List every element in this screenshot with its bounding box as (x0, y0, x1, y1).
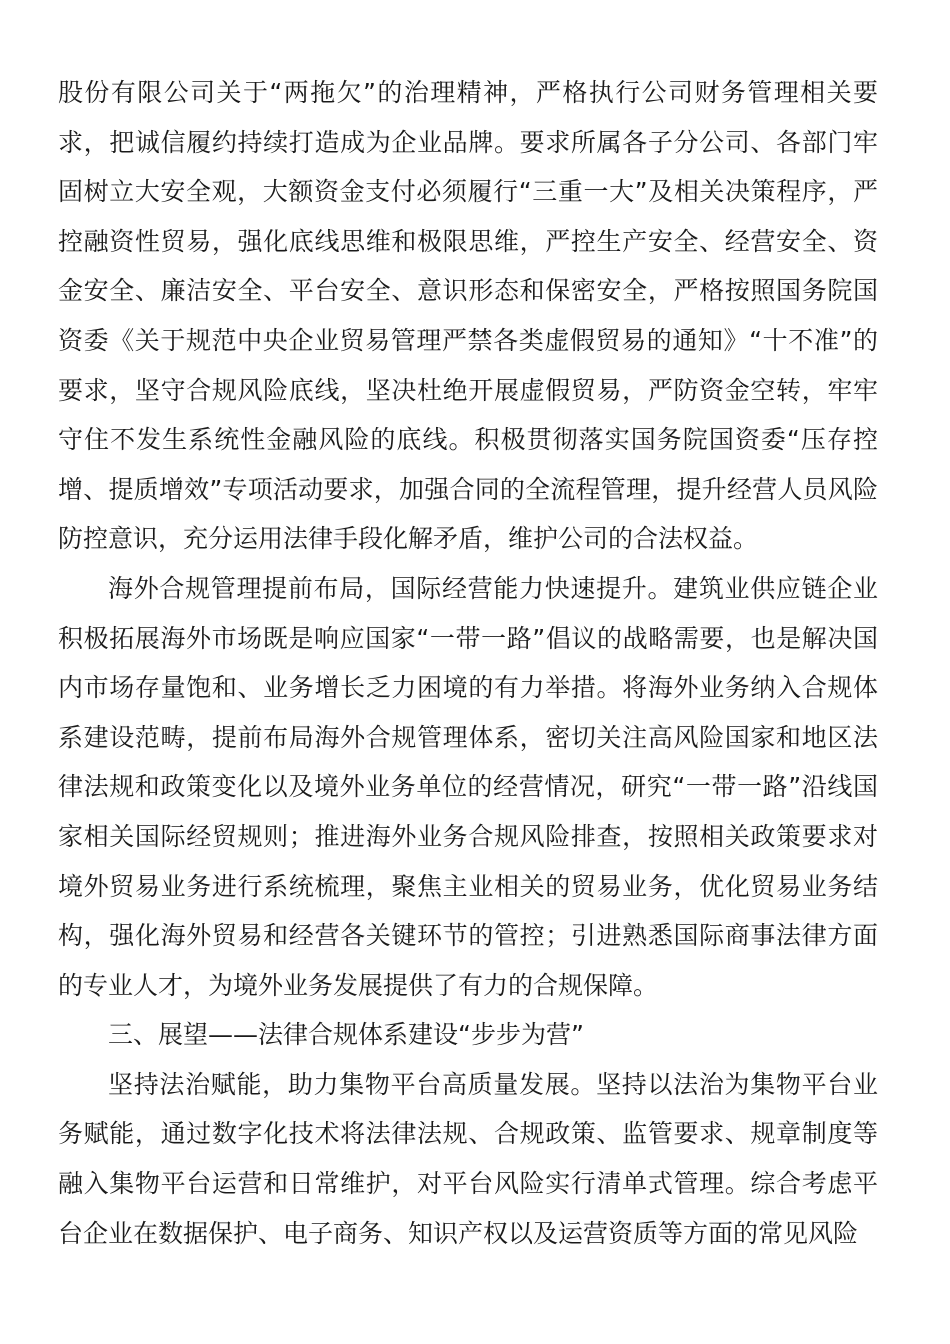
body-paragraph-2: 海外合规管理提前布局，国际经营能力快速提升。建筑业供应链企业积极拓展海外市场既是响应国家“一带一路”倡议的战略需要，也是解决国内市场存量饱和、业务增长乏力困境的有力举措。将海外业务纳入合规体系建设范畴，提前布局海外合规管理体系，密切关注高风险国家和地区法律法规和政策变化以及境外业务单位的经营情况，研究“一带一路”沿线国家相关国际经贸规则；推进海外业务合规风险排查，按照相关政策要求对境外贸易业务进行系统梳理，聚焦主业相关的贸易业务，优化贸易业务结构，强化海外贸易和经营各关键环节的管控；引进熟悉国际商事法律方面的专业人才，为境外业务发展提供了有力的合规保障。 (58, 573, 878, 1000)
section-heading: 三、展望——法律合规体系建设“步步为营” (108, 1020, 584, 1050)
document-page (58, 68, 878, 1258)
body-paragraph-3: 坚持法治赋能，助力集物平台高质量发展。坚持以法治为集物平台业务赋能，通过数字化技术将法律法规、合规政策、监管要求、规章制度等融入集物平台运营和日常维护，对平台风险实行清单式管理。综合考虑平台企业在数据保护、电子商务、知识产权以及运营资质等方面的常见风险 (58, 1069, 878, 1248)
body-paragraph-1: 股份有限公司关于“两拖欠”的治理精神，严格执行公司财务管理相关要求，把诚信履约持续打造成为企业品牌。要求所属各子分公司、各部门牢固树立大安全观，大额资金支付必须履行“三重一大”及相关决策程序，严控融资性贸易，强化底线思维和极限思维，严控生产安全、经营安全、资金安全、廉洁安全、平台安全、意识形态和保密安全，严格按照国务院国资委《关于规范中央企业贸易管理严禁各类虚假贸易的通知》“十不准”的要求，坚守合规风险底线，坚决杜绝开展虚假贸易，严防资金空转，牢牢守住不发生系统性金融风险的底线。积极贯彻落实国务院国资委“压存控增、提质增效”专项活动要求，加强合同的全流程管理，提升经营人员风险防控意识，充分运用法律手段化解矛盾，维护公司的合法权益。 (58, 78, 878, 554)
